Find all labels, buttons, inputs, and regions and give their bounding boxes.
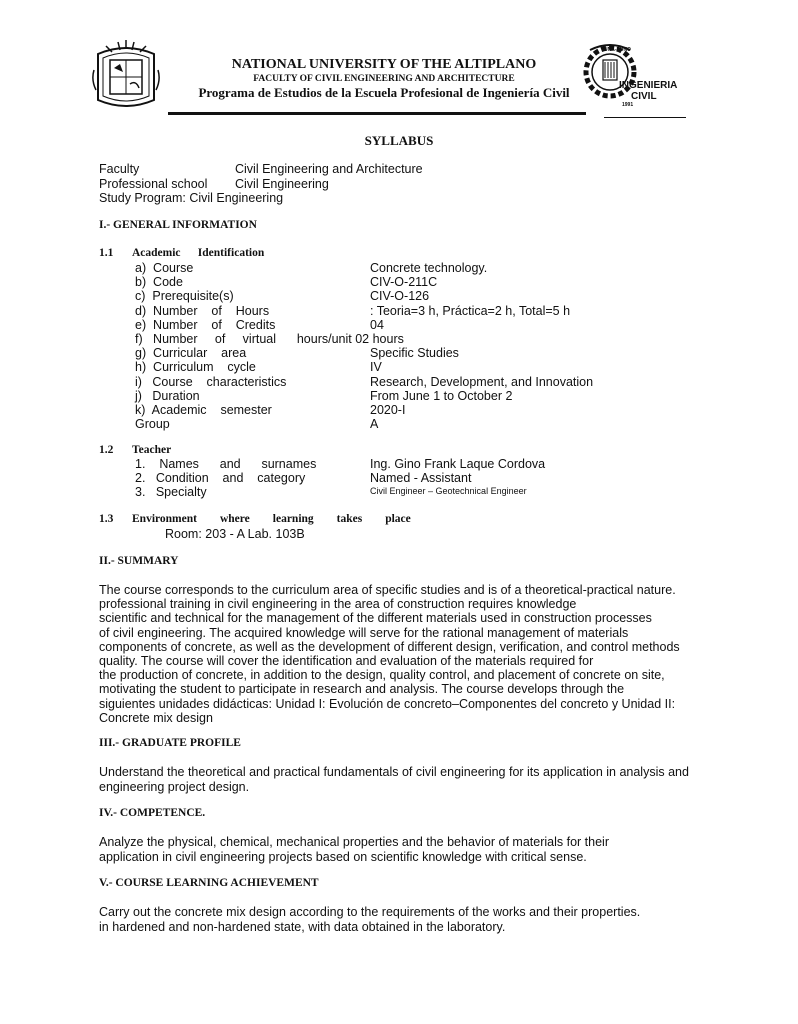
section-heading-learning-achievement: V.- COURSE LEARNING ACHIEVEMENT (99, 877, 319, 889)
summary-line: Concrete mix design (99, 710, 213, 725)
academic-row-label: j) Duration (135, 389, 200, 403)
teacher-label-names: 1. Names and surnames (135, 457, 317, 471)
academic-row-value: From June 1 to October 2 (370, 389, 513, 403)
subsection-heading-academic: Academic Identification (132, 247, 265, 259)
summary-paragraph (99, 583, 699, 725)
environment-room: Room: 203 - A Lab. 103B (165, 527, 305, 541)
university-name: NATIONAL UNIVERSITY OF THE ALTIPLANO (231, 57, 537, 72)
competence-paragraph (99, 835, 699, 865)
graduate-profile-line: engineering project design. (99, 780, 250, 794)
academic-row-label: a) Course (135, 261, 194, 275)
summary-line: siguientes unidades didácticas: Unidad I: Evolución de concreto–Componentes del concreto y Unidad II: (99, 696, 676, 711)
program-name: Programa de Estudios de la Escuela Profesional de Ingeniería Civil (198, 85, 570, 100)
subsection-number: 1.3 (99, 513, 114, 525)
academic-row-label: g) Curricular area (135, 346, 247, 360)
academic-row-value: CIV-O-126 (370, 289, 430, 303)
academic-row-value: Concrete technology. (370, 261, 488, 275)
svg-text:1991: 1991 (622, 102, 634, 108)
academic-row-label: d) Number of Hours (135, 304, 270, 318)
academic-row-label: i) Course characteristics (135, 375, 287, 389)
header-rule-thin (604, 117, 686, 118)
summary-line: The course corresponds to the curriculum area of specific studies and is of a theoretical-practical nature. (99, 583, 676, 597)
academic-row-value: 04 (370, 318, 384, 332)
graduate-profile-paragraph (99, 765, 699, 795)
svg-text:CIVIL: CIVIL (631, 91, 657, 102)
summary-line: professional training in civil engineering in the area of construction requires knowledge (99, 597, 577, 612)
teacher-value-condition: Named - Assistant (370, 471, 472, 485)
study-program: Study Program: Civil Engineering (99, 191, 284, 205)
academic-row-value: Specific Studies (370, 346, 459, 360)
teacher-label-specialty: 3. Specialty (135, 485, 207, 499)
section-heading-competence: IV.- COMPETENCE. (99, 807, 206, 819)
page-title: SYLLABUS (364, 133, 434, 148)
section-heading-summary: II.- SUMMARY (99, 555, 179, 567)
teacher-value-specialty: Civil Engineer – Geotechnical Engineer (370, 486, 527, 496)
learning-achievement-line: Carry out the concrete mix design according to the requirements of the works and their properties. (99, 905, 641, 919)
academic-row-label: h) Curriculum cycle (135, 360, 256, 374)
faculty-name: FACULTY OF CIVIL ENGINEERING AND ARCHITECTURE (253, 74, 515, 84)
academic-row-label: e) Number of Credits (135, 318, 276, 332)
header-rule (168, 112, 586, 115)
academic-row-label: k) Academic semester (135, 403, 272, 417)
summary-line: the production of concrete, in addition to the design, quality control, and placement of concrete on site, (99, 668, 665, 683)
academic-row-label: c) Prerequisite(s) (135, 289, 234, 303)
faculty-label: Faculty (99, 162, 140, 176)
subsection-heading-environment: Environment where learning takes place (132, 513, 411, 525)
svg-text:UNA-PUNO: UNA-PUNO (604, 47, 631, 53)
learning-achievement-line: in hardened and non-hardened state, with data obtained in the laboratory. (99, 920, 506, 934)
section-heading-graduate-profile: III.- GRADUATE PROFILE (99, 737, 241, 749)
academic-row-label: b) Code (135, 275, 183, 289)
school-label: Professional school (99, 177, 208, 191)
graduate-profile-line: Understand the theoretical and practical fundamentals of civil engineering for its application in analysis and (99, 765, 689, 779)
school-value: Civil Engineering (235, 177, 329, 191)
summary-line: components of concrete, as well as the development of different design, verification, and control methods (99, 639, 680, 654)
summary-line: of civil engineering. The acquired knowledge will serve for the rational management of materials (99, 625, 629, 640)
academic-row-value: IV (370, 360, 382, 374)
subsection-heading-teacher: Teacher (132, 444, 172, 456)
subsection-number: 1.2 (99, 444, 114, 456)
summary-line: quality. The course will cover the identification and evaluation of the materials required for (99, 654, 594, 669)
academic-row-value: Research, Development, and Innovation (370, 375, 594, 389)
academic-row-label: f) Number of virtual hours/unit 02 hours (135, 332, 404, 346)
academic-row-value: 2020-I (370, 403, 406, 417)
summary-line: scientific and technical for the management of the different materials used in construction processes (99, 611, 652, 626)
academic-row-value: CIV-O-211C (370, 275, 438, 289)
summary-line: motivating the student to participate in research and analysis. The course develops through the (99, 682, 625, 697)
section-heading-general-information: I.- GENERAL INFORMATION (99, 219, 257, 231)
academic-row-label: Group (135, 417, 170, 431)
competence-line: Analyze the physical, chemical, mechanical properties and the behavior of materials for their (99, 835, 609, 849)
subsection-number: 1.1 (99, 247, 114, 259)
faculty-value: Civil Engineering and Architecture (235, 162, 423, 176)
learning-achievement-paragraph (99, 905, 699, 935)
teacher-value-names: Ing. Gino Frank Laque Cordova (370, 457, 546, 471)
svg-text:INGENIERIA: INGENIERIA (619, 80, 678, 91)
competence-line: application in civil engineering projects based on scientific knowledge with critical sense. (99, 850, 587, 864)
academic-row-value: A (370, 417, 379, 431)
teacher-label-condition: 2. Condition and category (135, 471, 306, 485)
academic-row-value: : Teoria=3 h, Práctica=2 h, Total=5 h (370, 304, 571, 318)
